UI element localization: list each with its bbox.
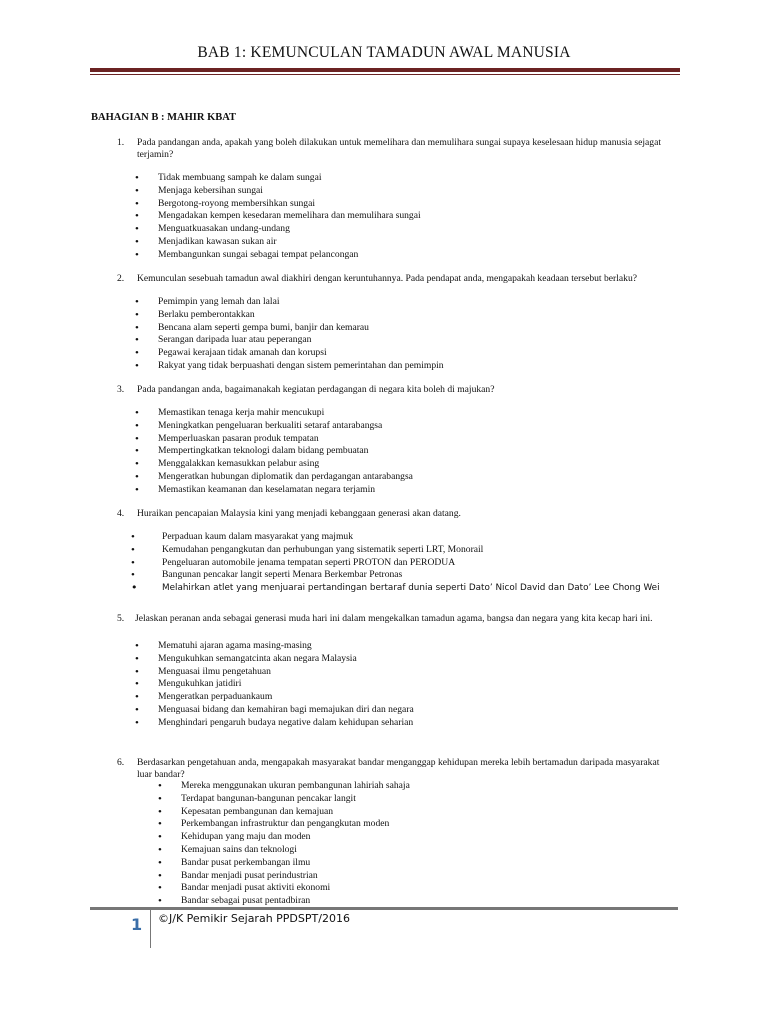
list-item: • Rakyat yang tidak berpuashati dengan sistem pemerintahan dan pemimpin (158, 360, 444, 373)
question-number: 4. (117, 508, 125, 519)
list-item: • Bangunan pencakar langit seperti Menara Berkembar Petronas (162, 569, 660, 582)
list-item: • Serangan daripada luar atau peperangan (158, 334, 444, 347)
question-number: 6. (117, 757, 125, 768)
question-number: 3. (117, 384, 125, 395)
list-item: • Pengeluaran automobile jenama tempatan seperti PROTON dan PERODUA (162, 557, 660, 570)
list-item: • Bandar sebagai pusat pentadbiran (181, 895, 410, 908)
list-item: • Mengukuhkan jatidiri (158, 678, 414, 691)
list-item: • Kehidupan yang maju dan moden (181, 831, 410, 844)
list-item: • Mempertingkatkan teknologi dalam bidang pembuatan (158, 445, 413, 458)
list-item: • Mereka menggunakan ukuran pembangunan lahiriah sahaja (181, 780, 410, 793)
header-rule-thin (90, 74, 680, 75)
answer-list-1 (158, 172, 421, 262)
footer-divider (150, 910, 151, 948)
list-item: • Mengeratkan hubungan diplomatik dan perdagangan antarabangsa (158, 471, 413, 484)
list-item: • Bergotong-royong membersihkan sungai (158, 198, 421, 211)
question-text: Pada pandangan anda, apakah yang boleh dilakukan untuk memelihara dan memulihara sungai supaya keselesaan hidup manusia sejagat terjamin? (137, 137, 662, 160)
section-title: BAHAGIAN B : MAHIR KBAT (91, 112, 237, 123)
question-text: Huraikan pencapaian Malaysia kini yang menjadi kebanggaan generasi akan datang. (137, 508, 461, 519)
footer-rule (90, 907, 678, 910)
list-item: • Bandar pusat perkembangan ilmu (181, 857, 410, 870)
list-item: • Meningkatkan pengeluaran berkualiti setaraf antarabangsa (158, 420, 413, 433)
list-item: • Tidak membuang sampah ke dalam sungai (158, 172, 421, 185)
question-number: 1. (117, 137, 125, 148)
list-item: • Kemajuan sains dan teknologi (181, 844, 410, 857)
list-item: • Kemudahan pengangkutan dan perhubungan yang sistematik seperti LRT, Monorail (162, 544, 660, 557)
question-number: 2. (117, 273, 125, 284)
answer-list-3 (158, 407, 413, 497)
list-item: • Menguasai ilmu pengetahuan (158, 666, 414, 679)
question-text: Jelaskan peranan anda sebagai generasi muda hari ini dalam mengekalkan tamadun agama, bangsa dan negara yang kita kecap hari ini. (135, 613, 653, 624)
list-item: • Mengadakan kempen kesedaran memelihara dan memulihara sungai (158, 210, 421, 223)
list-item: • Bandar menjadi pusat perindustrian (181, 870, 410, 883)
list-item: • Perpaduan kaum dalam masyarakat yang majmuk (162, 531, 660, 544)
list-item: • Menggalakkan kemasukkan pelabur asing (158, 458, 413, 471)
question-text: Berdasarkan pengetahuan anda, mengapakah masyarakat bandar menganggap kehidupan mereka lebih bertamadun daripada masyarakat luar bandar? (137, 757, 660, 780)
question-number: 5. (117, 613, 125, 624)
list-item: • Pemimpin yang lemah dan lalai (158, 296, 444, 309)
list-item: • Pegawai kerajaan tidak amanah dan korupsi (158, 347, 444, 360)
list-item: • Menjadikan kawasan sukan air (158, 236, 421, 249)
list-item: • Terdapat bangunan-bangunan pencakar langit (181, 793, 410, 806)
list-item: • Menjaga kebersihan sungai (158, 185, 421, 198)
question-text: Pada pandangan anda, bagaimanakah kegiatan perdagangan di negara kita boleh di majukan? (137, 384, 495, 395)
answer-list-4 (162, 531, 660, 595)
answer-list-2 (158, 296, 444, 373)
footer-copyright: ©J/K Pemikir Sejarah PPDSPT/2016 (158, 912, 350, 925)
list-item: • Memperluaskan pasaran produk tempatan (158, 433, 413, 446)
list-item: • Mengeratkan perpaduankaum (158, 691, 414, 704)
list-item: • Bencana alam seperti gempa bumi, banjir dan kemarau (158, 322, 444, 335)
list-item: • Melahirkan atlet yang menjuarai pertandingan bertaraf dunia seperti Dato’ Nicol David dan Dato’ Lee Chong Wei (162, 582, 660, 595)
list-item: • Menguasai bidang dan kemahiran bagi memajukan diri dan negara (158, 704, 414, 717)
list-item: • Memastikan keamanan dan keselamatan negara terjamin (158, 484, 413, 497)
list-item: • Perkembangan infrastruktur dan pengangkutan moden (181, 818, 410, 831)
list-item: • Memastikan tenaga kerja mahir mencukupi (158, 407, 413, 420)
list-item: • Bandar menjadi pusat aktiviti ekonomi (181, 882, 410, 895)
list-item: • Menghindari pengaruh budaya negative dalam kehidupan seharian (158, 717, 414, 730)
list-item: • Mematuhi ajaran agama masing-masing (158, 640, 414, 653)
answer-list-5 (158, 640, 414, 730)
list-item: • Berlaku pemberontakkan (158, 309, 444, 322)
list-item: • Mengukuhkan semangatcinta akan negara Malaysia (158, 653, 414, 666)
page-number: 1 (131, 915, 143, 934)
list-item: • Kepesatan pembangunan dan kemajuan (181, 806, 410, 819)
header-rule-thick (90, 68, 680, 72)
answer-list-6 (181, 780, 410, 908)
page-header-title: BAB 1: KEMUNCULAN TAMADUN AWAL MANUSIA (197, 44, 571, 61)
question-text: Kemunculan sesebuah tamadun awal diakhiri dengan keruntuhannya. Pada pendapat anda, mengapakah keadaan tersebut berlaku? (137, 273, 638, 284)
list-item: • Menguatkuasakan undang-undang (158, 223, 421, 236)
list-item: • Membangunkan sungai sebagai tempat pelancongan (158, 249, 421, 262)
